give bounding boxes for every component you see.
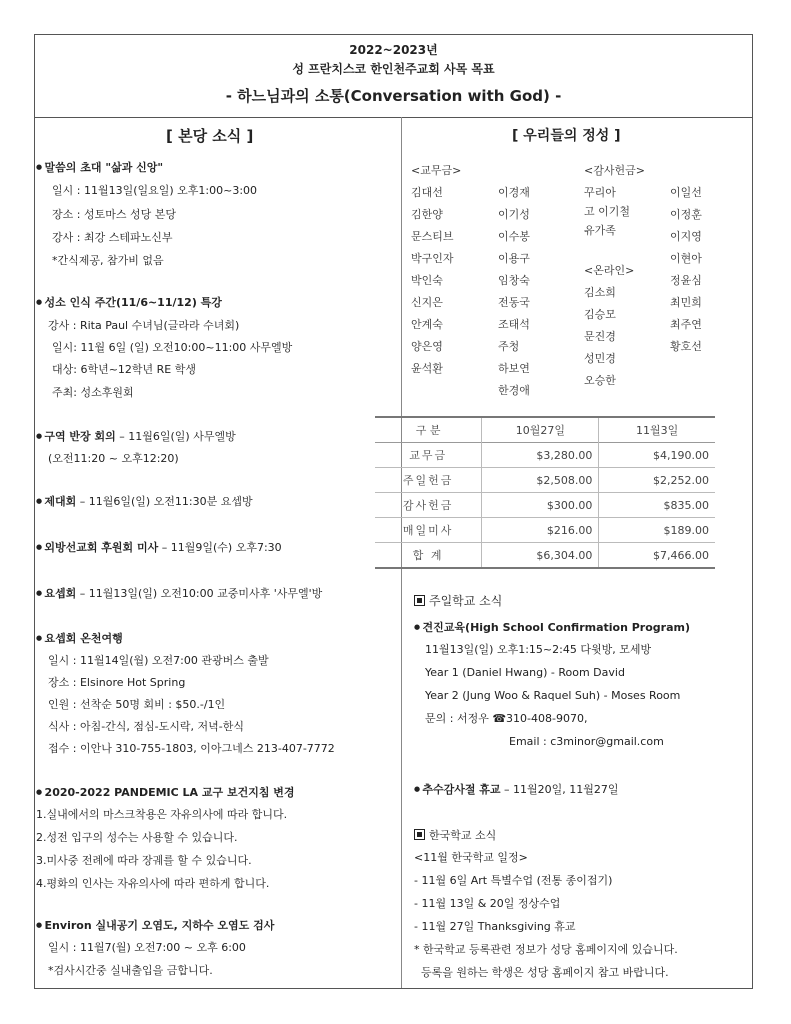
section-detail: – 11월13일(일) 오전10:00 교중미사후 '사무엘'방 [76, 587, 323, 600]
info-line: 장소 : Elsinore Hot Spring [48, 676, 186, 689]
donor-name: 최주연 [670, 318, 702, 331]
info-line: 등록을 원하는 학생은 성당 홈페이지 참고 바랍니다. [414, 966, 669, 979]
table-header-row [375, 417, 715, 443]
donor-name: 이현아 [670, 252, 702, 265]
info-line: 주최: 성소후원회 [52, 386, 134, 399]
section-title: ● 성소 인식 주간(11/6~11/12) 특강 [36, 295, 222, 310]
table-header: 11월3일 [636, 424, 679, 437]
info-line: 일시 : 11월13일(일요일) 오후1:00~3:00 [52, 184, 258, 197]
donor-name: 한경애 [498, 384, 530, 397]
donor-name: 김대선 [411, 186, 443, 199]
amount-cell: $4,190.00 [599, 443, 715, 468]
table-header: 10월27일 [482, 417, 599, 443]
info-line: 인원 : 선착순 50명 회비 : $50.-/1인 [48, 698, 226, 711]
table-row [375, 468, 715, 493]
header [35, 35, 752, 118]
donor-name: 하보연 [498, 362, 530, 375]
donor-name: 이용구 [498, 252, 530, 265]
confirmation-title: ● 견진교육(High School Confirmation Program) [414, 620, 690, 635]
donor-name: 오승한 [584, 374, 616, 387]
info-line: 식사 : 아침-간식, 점심-도시락, 저녁-한식 [48, 720, 244, 733]
table-row [375, 493, 715, 518]
info-line: 4.평화의 인사는 자유의사에 따라 편하게 합니다. [36, 877, 270, 890]
amount-cell: $6,304.00 [482, 543, 599, 569]
section-detail: – 11월20일, 11월27일 [500, 783, 619, 796]
info-line: *간식제공, 참가비 없음 [52, 254, 164, 267]
donor-name: 이지영 [670, 230, 702, 243]
donor-name: 성민경 [584, 352, 616, 365]
donor-name: 문스티브 [411, 230, 454, 243]
row-label: 감사헌금 [375, 493, 482, 518]
info-line: Year 2 (Jung Woo & Raquel Suh) - Moses Room [425, 689, 681, 702]
info-line: 강사 : Rita Paul 수녀님(글라라 수녀회) [48, 319, 240, 332]
sunday-school-title: 주일학교 소식 [429, 594, 503, 608]
section-title: 구역 반장 회의 [44, 430, 116, 443]
amount-cell: $7,466.00 [599, 543, 715, 569]
donor-name: 김승모 [584, 308, 616, 321]
info-line: 1.실내에서의 마스크착용은 자유의사에 따라 합니다. [36, 808, 288, 821]
info-line: Year 1 (Daniel Hwang) - Room David [425, 666, 625, 679]
section-line [36, 429, 236, 444]
section-title: ● Environ 실내공기 오염도, 지하수 오염도 검사 [36, 918, 274, 933]
donor-name: 조태석 [498, 318, 530, 331]
info-line: 접수 : 이안나 310-755-1803, 이아그네스 213-407-7772 [48, 742, 335, 755]
section-title: 요셉회 [44, 587, 77, 600]
info-line: 2.성전 입구의 성수는 사용할 수 있습니다. [36, 831, 238, 844]
group-title: <감사헌금> [584, 164, 645, 177]
table-row [375, 443, 715, 468]
info-line: 일시: 11월 6일 (일) 오전10:00~11:00 사무엘방 [52, 341, 293, 354]
amount-cell: $216.00 [482, 518, 599, 543]
section-title: 추수감사절 휴교 [422, 783, 501, 796]
info-line: (오전11:20 ~ 오후12:20) [48, 452, 179, 465]
info-line: 강사 : 최강 스테파노신부 [52, 231, 173, 244]
donor-name: 윤석환 [411, 362, 443, 375]
row-label: 교무금 [375, 443, 482, 468]
info-line: 장소 : 성토마스 성당 본당 [52, 208, 176, 221]
section-line [36, 540, 282, 555]
square-bullet-icon [414, 829, 425, 840]
info-line: 11월13일(일) 오후1:15~2:45 다윗방, 모세방 [425, 643, 652, 656]
section-title: ● 2020-2022 PANDEMIC LA 교구 보건지침 변경 [36, 785, 295, 800]
info-line: 문의 : 서정우 ☎310-408-9070, [425, 712, 588, 725]
donor-name: 이정훈 [670, 208, 702, 221]
donor-name: 유가족 [584, 224, 616, 237]
info-line: *검사시간중 실내출입을 금합니다. [48, 964, 213, 977]
table-row [375, 543, 715, 569]
table-row [375, 518, 715, 543]
donor-name: 박구인자 [411, 252, 454, 265]
korean-school-title: 한국학교 소식 [429, 829, 497, 842]
square-bullet-icon [414, 595, 425, 606]
amount-cell: $189.00 [599, 518, 715, 543]
donor-name: 전동국 [498, 296, 530, 309]
section-detail: – 11월6일(일) 오전11:30분 요셉방 [76, 495, 253, 508]
sunday-school-heading [414, 594, 502, 608]
donor-name: 꾸리아 [584, 186, 616, 199]
info-line: * 한국학교 등록관련 정보가 성당 홈페이지에 있습니다. [414, 943, 678, 956]
donor-name: 임창숙 [498, 274, 530, 287]
email-line: Email : c3minor@gmail.com [509, 735, 664, 748]
section-title: ● 말씀의 초대 "삶과 신앙" [36, 160, 163, 175]
theme-title: - 하느님과의 소통(Conversation with God) - [225, 87, 562, 105]
amount-cell: $300.00 [482, 493, 599, 518]
korean-school-subtitle: <11월 한국학교 일정> [414, 851, 528, 864]
info-line: - 11월 6일 Art 특별수업 (전통 종이접기) [414, 874, 613, 887]
info-line: 일시 : 11월7(월) 오전7:00 ~ 오후 6:00 [48, 941, 246, 954]
donor-name: 문진경 [584, 330, 616, 343]
section-title: 제대회 [44, 495, 77, 508]
amount-cell: $2,252.00 [599, 468, 715, 493]
right-title: [ 우리들의 정성 ] [512, 128, 621, 144]
donor-name: 신지은 [411, 296, 443, 309]
info-line: 대상: 6학년~12학년 RE 학생 [52, 363, 197, 376]
donor-name: 김소희 [584, 286, 616, 299]
amount-cell: $3,280.00 [482, 443, 599, 468]
donor-name: 김한양 [411, 208, 443, 221]
section-detail: – 11월6일(일) 사무엘방 [115, 430, 236, 443]
group-title: <교무금> [411, 164, 462, 177]
group-title: <온라인> [584, 264, 635, 277]
donor-name: 이경재 [498, 186, 530, 199]
info-line: 일시 : 11월14일(월) 오전7:00 관광버스 출발 [48, 654, 269, 667]
donor-name: 황호선 [670, 340, 702, 353]
donor-name: 고 이기철 [584, 205, 631, 218]
row-label: 주일헌금 [375, 468, 482, 493]
donor-name: 양은영 [411, 340, 443, 353]
section-title: 외방선교회 후원회 미사 [44, 541, 159, 554]
left-title: [ 본당 소식 ] [166, 127, 254, 145]
section-detail: – 11월9일(수) 오후7:30 [158, 541, 282, 554]
donor-name: 이기성 [498, 208, 530, 221]
row-label: 매일미사 [375, 518, 482, 543]
donor-name: 박인숙 [411, 274, 443, 287]
info-line: 3.미사중 전례에 따라 장궤를 할 수 있습니다. [36, 854, 252, 867]
year-text: 2022~2023년 [349, 43, 438, 57]
amount-cell: $835.00 [599, 493, 715, 518]
table-header: 구 분 [375, 417, 482, 443]
section-line [36, 586, 322, 601]
section-line [36, 494, 253, 509]
info-line: - 11월 13일 & 20일 정상수업 [414, 897, 561, 910]
info-line: - 11월 27일 Thanksgiving 휴교 [414, 920, 576, 933]
section-line [414, 782, 619, 797]
parish-title: 성 프란치스코 한인천주교회 사목 목표 [292, 62, 495, 76]
donor-name: 주청 [498, 340, 520, 353]
donor-name: 이수봉 [498, 230, 530, 243]
donor-name: 안계숙 [411, 318, 443, 331]
donor-name: 최민희 [670, 296, 702, 309]
section-title: ● 요셉회 온천여행 [36, 631, 123, 646]
korean-school-heading [414, 828, 496, 843]
offering-table [375, 416, 715, 569]
donor-name: 이일선 [670, 186, 702, 199]
row-label: 합 계 [375, 543, 482, 569]
amount-cell: $2,508.00 [482, 468, 599, 493]
donor-name: 정윤심 [670, 274, 702, 287]
